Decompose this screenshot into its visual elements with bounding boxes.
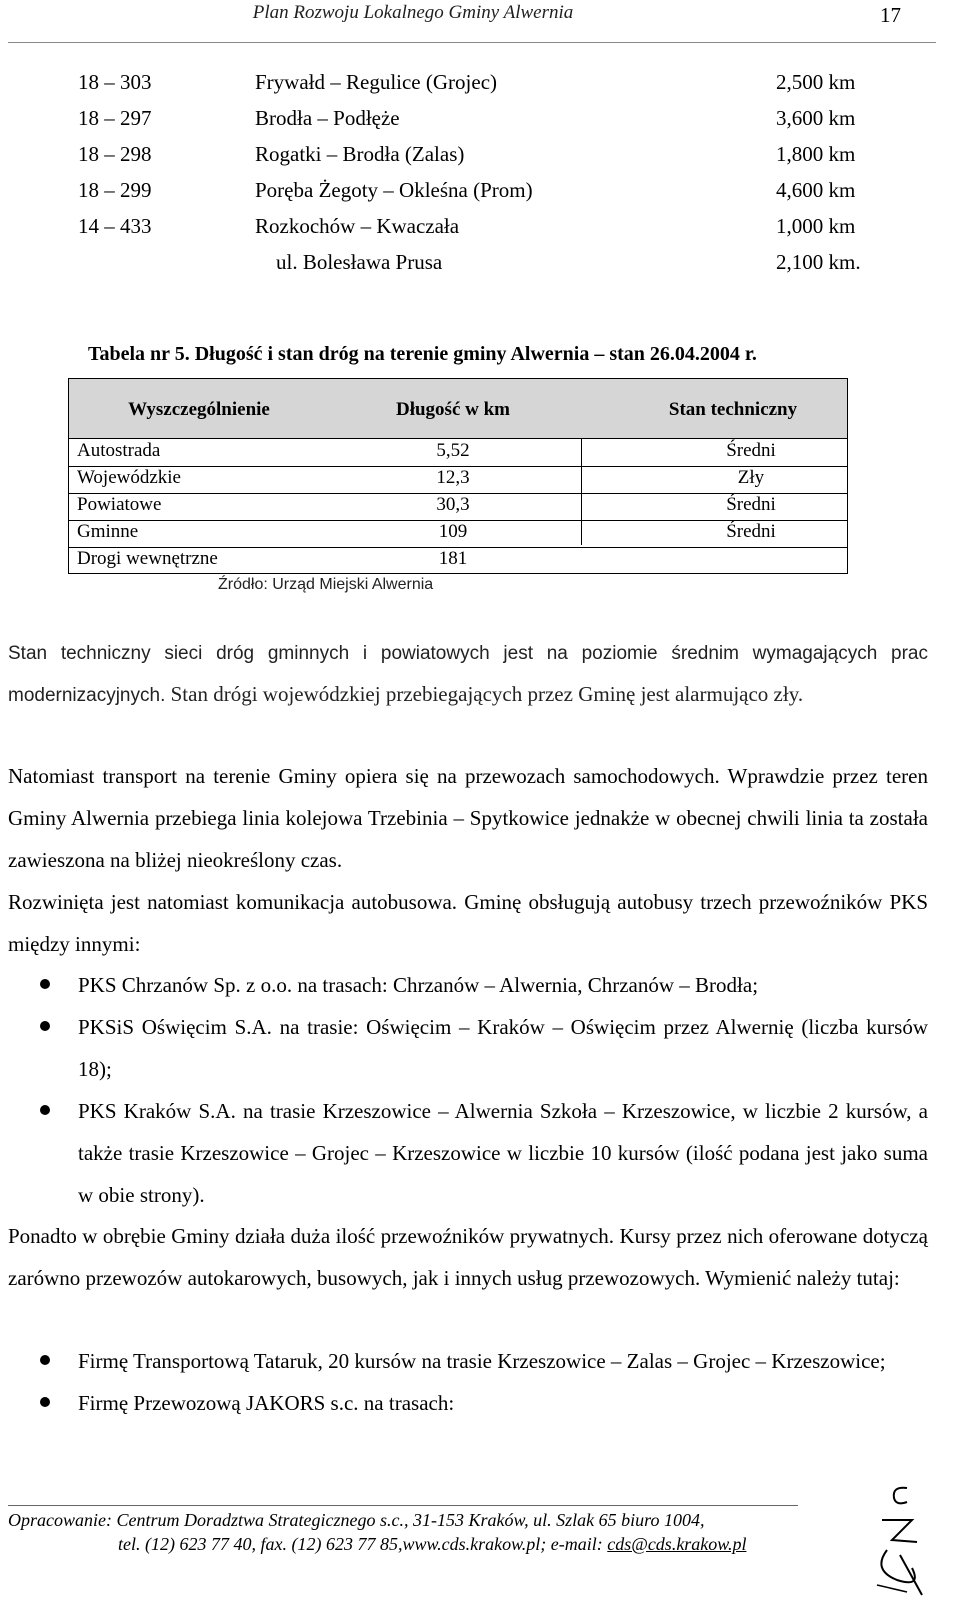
table-caption: Tabela nr 5. Długość i stan dróg na terenie gminy Alwernia – stan 26.04.2004 r. [88,343,757,365]
road-name: Rozkochów – Kwaczała [255,214,460,238]
road-number: 18 – 303 [78,70,152,94]
list-item-text: Firmę Przewozową JAKORS s.c. na trasach: [78,1391,455,1415]
list-item [8,1340,928,1382]
header-cell-description: Wyszczególnienie [128,399,270,420]
bullet-icon [40,979,50,989]
road-row [0,250,960,280]
road-length: 2,500 km [776,70,856,94]
paragraph-text: Stan drógi wojewódzkiej przebiegających przez Gminę jest alarmująco zły. [170,682,804,706]
road-length: 3,600 km [776,106,856,130]
cds-logo-icon [852,1480,942,1600]
list-item [8,1090,928,1216]
road-row [0,70,960,100]
list-item [8,964,928,1006]
road-length: 1,000 km [776,214,856,238]
road-length: 4,600 km [776,178,856,202]
cell-description: Gminne [77,521,139,542]
footer-contact [118,1534,746,1555]
road-row [0,106,960,136]
header-cell-length: Długość w km [395,399,510,420]
pks-carriers-list [8,964,928,1216]
footer-address: Opracowanie: Centrum Doradztwa Strategicznego s.c., 31-153 Kraków, ul. Szlak 65 biuro 1004, [8,1510,705,1530]
cell-description: Wojewódzkie [77,467,181,488]
paragraph-bus: Rozwinięta jest natomiast komunikacja autobusowa. Gminę obsługują autobusy trzech przewoźników PKS między innymi: [8,890,928,956]
table-row [69,519,847,548]
road-length: 1,800 km [776,142,856,166]
road-number: 18 – 299 [78,178,152,202]
cell-condition: Średni [726,494,776,515]
footer-email-link[interactable]: cds@cds.krakow.pl [607,1534,747,1554]
paragraph-transport: Natomiast transport na terenie Gminy opiera się na przewozach samochodowych. Wprawdzie przez teren Gminy Alwernia przebiega linia kolejowa Trzebinia – Spytkowice jednakże w obecnej chwili linia ta została zawieszona na bliżej nieokreślony czas. [8,764,928,872]
list-item [8,1382,928,1424]
paragraph-private-carriers: Ponadto w obrębie Gminy działa duża ilość przewoźników prywatnych. Kursy przez nich oferowane dotyczą zarówno przewozów autokarowych, busowych, jak i innych usług przewozowych. Wymienić należy tutaj: [8,1224,928,1290]
road-name: Poręba Żegoty – Okleśna (Prom) [255,178,533,202]
road-number: 14 – 433 [78,214,152,238]
paragraph-road-condition [8,633,928,716]
road-number: 18 – 298 [78,142,152,166]
header-divider [8,42,936,43]
footer-contact-text: tel. (12) 623 77 40, fax. (12) 623 77 85,www.cds.krakow.pl; e-mail: [118,1534,608,1554]
cell-length: 181 [438,548,468,569]
roads-condition-table [68,378,848,574]
bullet-icon [40,1397,50,1407]
road-length: 2,100 km. [776,250,861,274]
cell-length: 5,52 [436,440,470,461]
bullet-icon [40,1105,50,1115]
table-row [69,546,847,574]
private-carriers-list [8,1340,928,1424]
cell-condition: Średni [726,440,776,461]
road-name: Frywałd – Regulice (Grojec) [255,70,498,94]
list-item [8,1006,928,1090]
header-cell-condition: Stan techniczny [668,399,798,420]
road-number: 18 – 297 [78,106,152,130]
cell-condition: Zły [737,467,765,488]
road-row [0,214,960,244]
road-name: Brodła – Podłęże [255,106,400,130]
road-name: Rogatki – Brodła (Zalas) [255,142,465,166]
bullet-icon [40,1355,50,1365]
page-number: 17 [880,3,901,27]
table-row [69,492,847,521]
paragraph-text: Stan techniczny sieci dróg gminnych i powiatowych jest na poziomie średnim wymagających prac modernizacyjnych. [8,643,928,706]
list-item-text: PKS Chrzanów Sp. z o.o. na trasach: Chrzanów – Alwernia, Chrzanów – Brodła; [78,973,759,997]
cell-description: Autostrada [77,440,161,461]
bullet-icon [40,1021,50,1031]
road-row [0,178,960,208]
table-row [69,438,847,467]
cell-length: 30,3 [436,494,470,515]
list-item-text: PKSiS Oświęcim S.A. na trasie: Oświęcim – Kraków – Oświęcim przez Alwernię (liczba kursów 18); [78,1015,928,1081]
page-header-title: Plan Rozwoju Lokalnego Gminy Alwernia [252,2,574,23]
road-name: ul. Bolesława Prusa [276,250,443,274]
table-header-row [69,379,847,439]
list-item-text: PKS Kraków S.A. na trasie Krzeszowice – Alwernia Szkoła – Krzeszowice, w liczbie 2 kursów, a także trasie Krzeszowice – Grojec – Krzeszowice w liczbie 10 kursów (ilość podana jest jako suma w obie strony). [78,1099,928,1207]
cell-description: Powiatowe [77,494,162,515]
cell-length: 12,3 [436,467,470,488]
road-row [0,142,960,172]
cell-condition: Średni [726,521,776,542]
table-source: Źródło: Urząd Miejski Alwernia [218,576,434,593]
list-item-text: Firmę Transportową Tataruk, 20 kursów na trasie Krzeszowice – Zalas – Grojec – Krzeszowice; [78,1349,886,1373]
table-row [69,465,847,494]
footer-divider [8,1505,798,1506]
cell-length: 109 [438,521,468,542]
cell-description: Drogi wewnętrzne [77,548,218,569]
